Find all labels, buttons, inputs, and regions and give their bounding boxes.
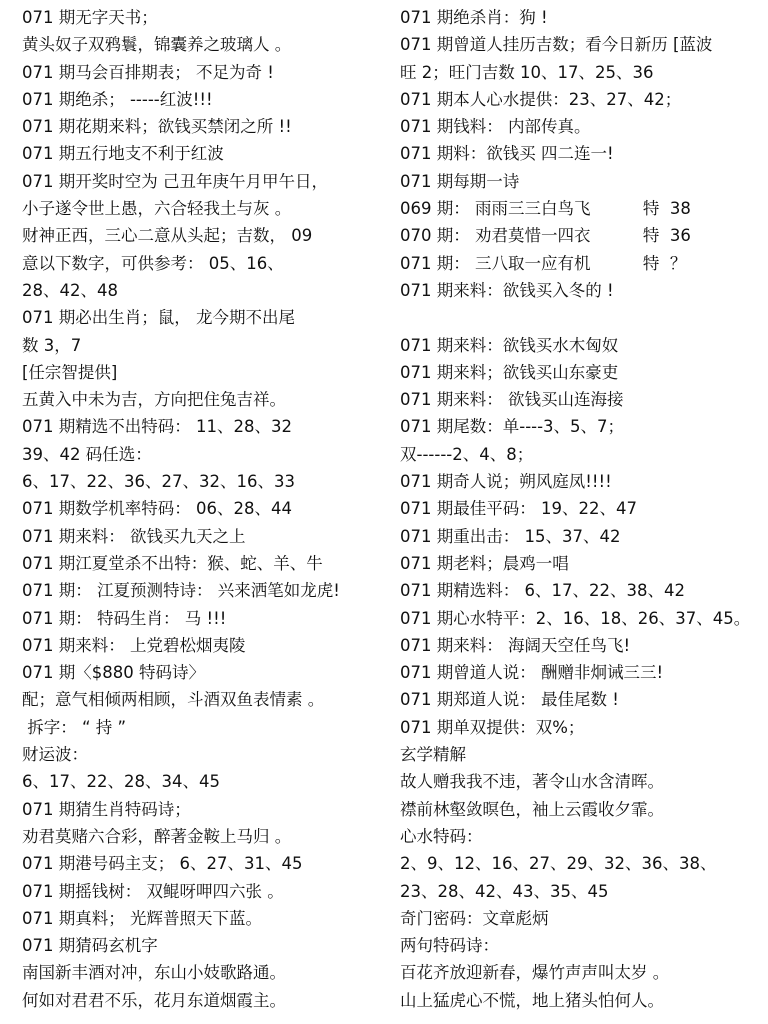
text-line: 071 期开奖时空为 己丑年庚午月甲午日， xyxy=(22,171,328,191)
text-line: 2、9、12、16、27、29、32、36、38、 xyxy=(400,854,717,874)
text-line: 双------2、4、8； xyxy=(400,444,534,464)
text-line: 旺 2；旺门吉数 10、17、25、36 xyxy=(400,62,654,82)
text-line: 071 期： 特码生肖： 马 !!! xyxy=(22,608,227,628)
text-line: 玄学精解 xyxy=(400,745,466,765)
text-line: 39、42 码任选： xyxy=(22,444,152,464)
text-line: 071 期： 江夏预测特诗： 兴来洒笔如龙虎! xyxy=(22,581,340,601)
text-line: 心水特码： xyxy=(400,826,483,846)
text-line: 何如对君君不乐，花月东道烟霞主。 xyxy=(22,990,286,1010)
text-line: 山上猛虎心不慌，地上猪头怕何人。 xyxy=(400,990,664,1010)
text-line: 071 期来料： 上党碧松烟夷陵 xyxy=(22,635,246,655)
text-line: 071 期来料：欲钱买入冬的 ! xyxy=(400,280,614,300)
text-line: 奇门密码：文章彪炳 xyxy=(400,908,549,928)
text-line: 意以下数字，可供参考： 05、16、 xyxy=(22,253,284,273)
right-column xyxy=(400,4,760,1014)
text-line: 襟前林壑敛暝色，袖上云霞收夕霏。 xyxy=(400,799,664,819)
left-column xyxy=(22,4,392,1014)
text-line: 两句特码诗： xyxy=(400,936,499,956)
text-line: 071 期心水特平：2、16、18、26、37、45。 xyxy=(400,608,751,628)
text-line: 071 期奇人说；朔风庭凤!!!! xyxy=(400,472,612,492)
text-line: 黄头奴子双鸦鬟，锦囊养之玻璃人 。 xyxy=(22,35,292,55)
text-line: 071 期来料；欲钱买山东豪吏 xyxy=(400,362,619,382)
text-line: 071 期最佳平码： 19、22、47 xyxy=(400,499,637,519)
text-line: 财运波： xyxy=(22,745,88,765)
text-line: 071 期来料：欲钱买水木匈奴 xyxy=(400,335,619,355)
text-line: 071 期重出击： 15、37、42 xyxy=(400,526,621,546)
text-line: 071 期精选料： 6、17、22、38、42 xyxy=(400,581,685,601)
text-line: 071 期钱料： 内部传真。 xyxy=(400,117,591,137)
text-line: 28、42、48 xyxy=(22,280,118,300)
text-line: [任宗智提供] xyxy=(22,362,118,382)
text-line: 071 期本人心水提供：23、27、42； xyxy=(400,89,682,109)
text-line: 071 期猜码玄机字 xyxy=(22,936,158,956)
text-line: 财神正西，三心二意从头起；吉数， 09 xyxy=(22,226,313,246)
text-line: 23、28、42、43、35、45 xyxy=(400,881,609,901)
text-line: 071 期每期一诗 xyxy=(400,171,520,191)
text-line: 故人赠我我不违，著令山水含清晖。 xyxy=(400,772,664,792)
text-line: 071 期单双提供：双%； xyxy=(400,717,585,737)
text-line: 拆字： “ 持 ” xyxy=(22,717,127,737)
text-line: 071 期五行地支不利于红波 xyxy=(22,144,224,164)
text-line: 071 期无字天书； xyxy=(22,8,158,27)
text-line: 配；意气相倾两相顾，斗酒双鱼表情素 。 xyxy=(22,690,325,710)
text-line: 071 期摇钱树： 双鲲呀呷四六张 。 xyxy=(22,881,284,901)
text-line xyxy=(400,304,760,331)
text-line: 6、17、22、28、34、45 xyxy=(22,772,220,792)
text-line: 071 期花期来料；欲钱买禁闭之所 !! xyxy=(22,117,292,137)
text-line: 071 期来料： 海阔天空任鸟飞! xyxy=(400,635,631,655)
text-line: 南国新丰酒对冲，东山小妓歌路通。 xyxy=(22,963,286,983)
text-line: 071 期曾道人说： 酬赠非炯诫三三! xyxy=(400,663,664,683)
text-line: 071 期猜生肖特码诗； xyxy=(22,799,191,819)
text-line: 五黄入中未为吉，方向把住兔吉祥。 xyxy=(22,390,286,410)
text-line: 071 期精选不出特码： 11、28、32 xyxy=(22,417,292,437)
text-line: 071 期港号码主支； 6、27、31、45 xyxy=(22,854,303,874)
text-line: 071 期数学机率特码： 06、28、44 xyxy=(22,499,292,519)
text-line: 071 期必出生肖；鼠， 龙今期不出尾 xyxy=(22,308,295,328)
text-line: 百花齐放迎新春，爆竹声声叫太岁 。 xyxy=(400,963,670,983)
text-line: 071 期马会百排期表； 不足为奇 ! xyxy=(22,62,274,82)
text-line: 071 期老料；晨鸡一唱 xyxy=(400,553,569,573)
text-line: 071 期曾道人挂历吉数；看今日新历 [蓝波 xyxy=(400,35,713,55)
text-line: 071 期绝杀肖：狗 ! xyxy=(400,8,548,27)
text-line: 071 期尾数：单----3、5、7； xyxy=(400,417,625,437)
text-line: 劝君莫赌六合彩，醉著金鞍上马归 。 xyxy=(22,826,292,846)
text-line: 071 期真料； 光辉普照天下蓝。 xyxy=(22,908,262,928)
text-line: 071 期料：欲钱买 四二连一! xyxy=(400,144,614,164)
text-line: 071 期来料： 欲钱买山连海接 xyxy=(400,390,624,410)
text-line: 6、17、22、36、27、32、16、33 xyxy=(22,472,295,492)
text-line: 071 期绝杀； -----红波!!! xyxy=(22,89,213,109)
text-line: 071 期来料： 欲钱买九天之上 xyxy=(22,526,246,546)
text-line: 071 期江夏堂杀不出特：猴、蛇、羊、牛 xyxy=(22,553,323,573)
text-line: 数 3，7 xyxy=(22,335,82,355)
text-line: 小子遂令世上愚，六合轻我土与灰 。 xyxy=(22,199,292,219)
text-line: 069 期： 雨雨三三白鸟飞 特 38 xyxy=(400,199,691,219)
text-line: 071 期〈$880 特码诗〉 xyxy=(22,663,205,683)
text-line: 071 期郑道人说： 最佳尾数 ! xyxy=(400,690,619,710)
text-line: 070 期： 劝君莫惜一四衣 特 36 xyxy=(400,226,691,246)
text-line: 071 期： 三八取一应有机 特 ？ xyxy=(400,253,687,273)
